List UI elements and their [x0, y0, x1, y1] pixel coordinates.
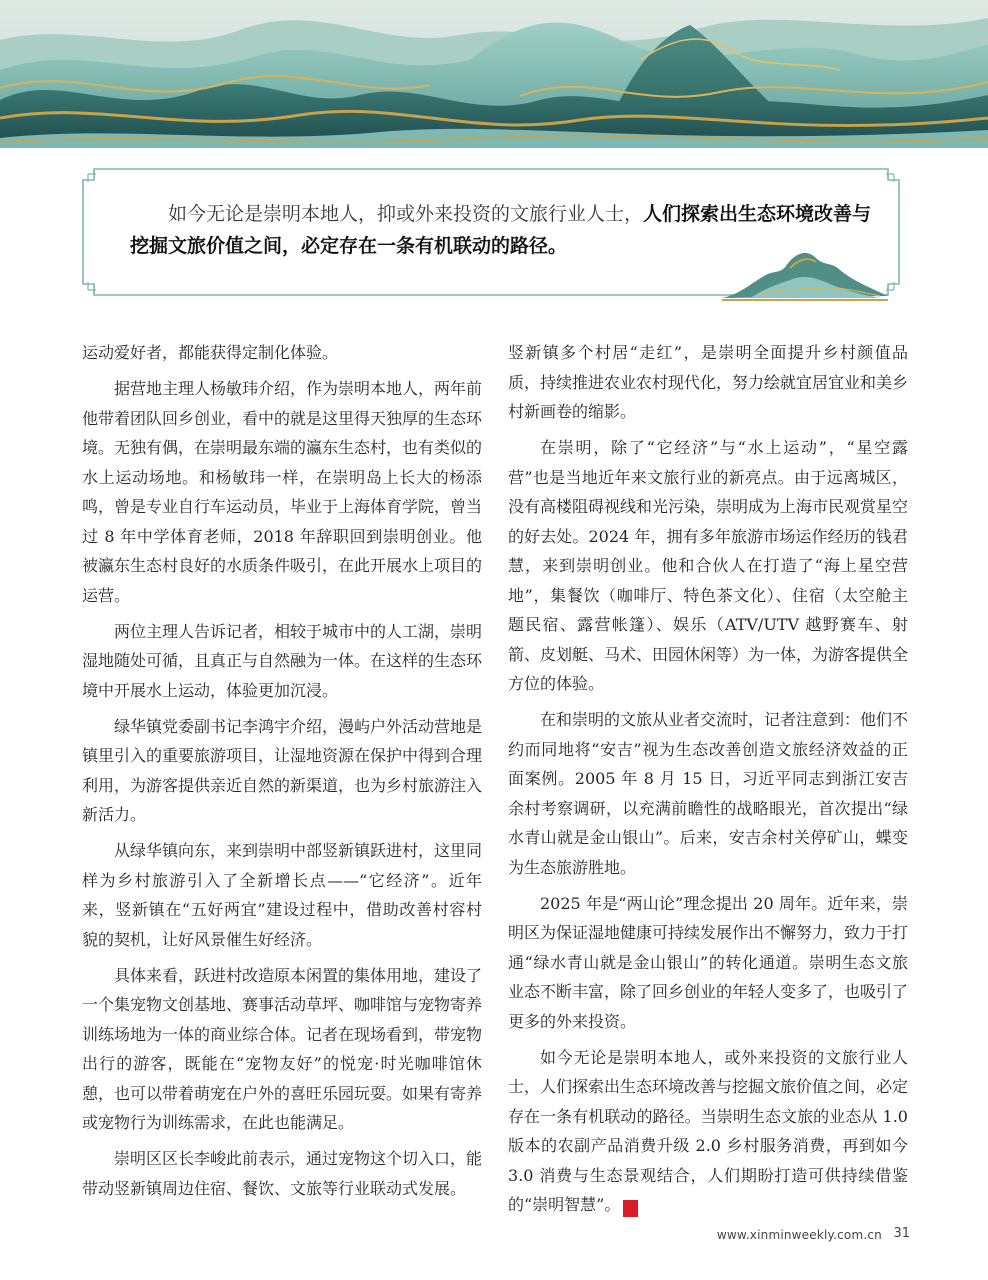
quote-lead: 如今无论是崇明本地人，抑或外来投资的文旅行业人士， — [168, 203, 644, 225]
paragraph: 在崇明，除了“它经济”与“水上运动”，“星空露营”也是当地近年来文旅行业的新亮点。由于远离城区，没有高楼阻碍视线和光污染，崇明成为上海市民观赏星空的好去处。2024 年，拥有多年旅游市场运作经历的钱君慧，来到崇明创业。他和合伙人在打造了“海上星空营地”，集餐饮（咖啡厅、特色茶文化）、住宿（太空舱主题民宿、露营帐篷）、娱乐（ATV/UTV 越野赛车、射箭、皮划艇、马术、田园休闲等）为一体，为游客提供全方位的体验。 — [508, 438, 909, 693]
quote-emphasis: 人们探索出生态环境改善与挖掘文旅价值之间，必定存在一条有机联动的路径。 — [130, 203, 872, 257]
paragraph: 运动爱好者，都能获得定制化体验。 — [82, 343, 339, 362]
end-mark-icon: 民 — [623, 1200, 638, 1217]
paragraph: 崇明区区长李峻此前表示，通过宠物这个切入口，能带动竖新镇周边住宿、餐饮、文旅等行业联动式发展。 — [82, 1149, 483, 1198]
paragraph: 绿华镇党委副书记李鸿宇介绍，漫屿户外活动营地是镇里引入的重要旅游项目，让湿地资源在保护中得到合理利用，为游客提供亲近自然的新渠道，也为乡村旅游注入新活力。 — [82, 716, 483, 824]
page-footer — [700, 1226, 910, 1246]
paragraph: 2025 年是“两山论”理念提出 20 周年。近年来，崇明区为保证湿地健康可持续发展作出不懈努力，致力于打通“绿水青山就是金山银山”的转化通道。崇明生态文旅业态不断丰富，除了回乡创业的年轻人变多了，也吸引了更多的外来投资。 — [508, 893, 909, 1031]
page-number: 31 — [893, 1226, 910, 1241]
paragraph: 在和崇明的文旅从业者交流时，记者注意到：他们不约而同地将“安吉”视为生态改善创造文旅经济效益的正面案例。2005 年 8 月 15 日，习近平同志到浙江安吉余村考察调研，以充满前瞻性的战略眼光，首次提出“绿水青山就是金山银山”。后来，安吉余村关停矿山，蝶变为生态旅游胜地。 — [508, 710, 909, 877]
paragraph: 从绿华镇向东，来到崇明中部竖新镇跃进村，这里同样为乡村旅游引入了全新增长点——“它经济”。近年来，竖新镇在“五好两宜”建设过程中，借助改善村容村貌的契机，让好风景催生好经济。 — [82, 841, 483, 949]
pull-quote-box — [82, 168, 900, 296]
paragraph: 据营地主理人杨敏玮介绍，作为崇明本地人，两年前他带着团队回乡创业，看中的就是这里得天独厚的生态环境。无独有偶，在崇明最东端的瀛东生态村，也有类似的水上运动场地。和杨敏玮一样，在崇明岛上长大的杨添鸣，曾是专业自行车运动员，毕业于上海体育学院，曾当过 8 年中学体育老师，2018 年辞职回到崇明创业。他被瀛东生态村良好的水质条件吸引，在此开展水上项目的运营。 — [82, 379, 483, 605]
paragraph — [508, 1043, 908, 1220]
left-column — [82, 338, 482, 1210]
mountain-ornament — [720, 244, 890, 304]
paragraph: 竖新镇多个村居“走红”，是崇明全面提升乡村颜值品质，持续推进农业农村现代化，努力绘就宜居宜业和美乡村新画卷的缩影。 — [508, 343, 909, 421]
paragraph: 两位主理人告诉记者，相较于城市中的人工湖，崇明湿地随处可循，且真正与自然融为一体。在这样的生态环境中开展水上运动，体验更加沉浸。 — [82, 621, 483, 700]
closing-paragraph-text: 如今无论是崇明本地人，或外来投资的文旅行业人士，人们探索出生态环境改善与挖掘文旅价值之间，必定存在一条有机联动的路径。当崇明生态文旅的业态从 1.0 版本的农副产品消费升级 2.0 乡村服务消费，再到如今 3.0 消费与生态景观结合，人们期盼打造可供持续借鉴的“崇明智慧”。 — [508, 1047, 909, 1214]
right-column — [508, 338, 908, 1226]
paragraph: 具体来看，跃进村改造原本闲置的集体用地，建设了一个集宠物文创基地、赛事活动草坪、咖啡馆与宠物寄养训练场地为一体的商业综合体。记者在现场看到，带宠物出行的游客，既能在“宠物友好”的悦宠·时光咖啡馆休憩，也可以带着萌宠在户外的喜旺乐园玩耍。如果有寄养或宠物行为训练需求，在此也能满足。 — [82, 965, 483, 1132]
mountain-landscape-banner — [0, 0, 988, 148]
website-url[interactable]: www.xinminweekly.com.cn — [716, 1228, 882, 1242]
